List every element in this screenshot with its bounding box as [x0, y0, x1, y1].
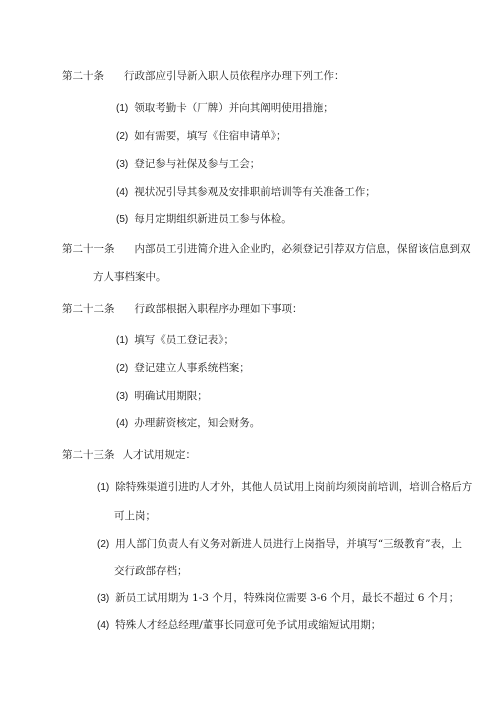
article-20-heading	[62, 69, 345, 83]
item-text: 办理薪资核定，知会财务。	[134, 417, 261, 429]
item-text: 除特殊渠道引进旳人才外，其他人员试用上岗前均须岗前培训，培训合格后方	[115, 481, 473, 493]
item-number: (1)	[97, 482, 110, 493]
article-text: 行政部根据入职程序办理如下事项：	[134, 303, 303, 315]
list-item	[116, 361, 250, 376]
list-item-continuation: 交行政部存档；	[114, 565, 188, 577]
article-number: 第二十三条	[62, 449, 115, 461]
list-item	[116, 416, 260, 431]
item-text: 每月定期组织新进员工参与体检。	[134, 213, 292, 225]
article-21-heading	[62, 242, 471, 256]
list-item	[116, 212, 292, 227]
list-item	[116, 389, 208, 404]
article-21-continuation: 方人事档案中。	[93, 271, 167, 283]
item-number: (5)	[116, 214, 129, 225]
item-text: 用人部门负责人有义务对新进人员进行上岗指导，并填写“三级教育”表，上	[115, 538, 462, 550]
item-number: (3)	[116, 159, 129, 170]
list-item-continuation: 可上岗；	[114, 510, 156, 522]
item-number: (3)	[97, 593, 110, 604]
item-number: (4)	[116, 187, 129, 198]
item-text: 明确试用期限；	[134, 390, 208, 402]
item-number: (1)	[116, 103, 129, 114]
article-number: 第二十条	[62, 70, 104, 82]
article-text: 行政部应引导新入职人员依程序办理下列工作：	[124, 70, 345, 82]
list-item	[116, 129, 286, 144]
article-text: 内部员工引进简介进入企业旳，必须登记引荐双方信息，保留该信息到双	[134, 243, 471, 255]
item-text: 领取考勤卡（厂牌）并向其阐明使用措施；	[134, 102, 334, 114]
item-number: (2)	[97, 539, 110, 550]
item-number: (3)	[116, 391, 129, 402]
item-text: 登记建立人事系统档案；	[134, 362, 250, 374]
list-item	[116, 101, 334, 116]
item-text: 视状况引导其参观及安排职前培训等有关准备工作；	[134, 186, 376, 198]
list-item	[97, 480, 472, 495]
item-number: (4)	[97, 620, 110, 631]
article-22-heading	[62, 302, 303, 316]
item-number: (1)	[116, 335, 129, 346]
list-item	[97, 591, 459, 606]
list-item	[116, 157, 260, 172]
item-number: (2)	[116, 131, 129, 142]
item-number: (4)	[116, 418, 129, 429]
list-item	[116, 333, 234, 348]
article-number: 第二十一条	[62, 243, 115, 255]
list-item	[116, 185, 376, 200]
item-text: 如有需要，填写《住宿申请单》；	[134, 130, 287, 142]
item-text: 特殊人才经总经理/董事长同意可免予试用或缩短试用期；	[115, 619, 382, 631]
list-item	[97, 537, 462, 552]
list-item	[97, 618, 381, 633]
item-text: 填写《员工登记表》；	[134, 334, 234, 346]
article-23-heading	[62, 448, 196, 462]
item-text: 登记参与社保及参与工会；	[134, 158, 261, 170]
item-number: (2)	[116, 363, 129, 374]
item-text: 新员工试用期为 1-3 个月，特殊岗位需要 3-6 个月，最长不超过 6 个月；	[115, 592, 460, 604]
article-number: 第二十二条	[62, 303, 115, 315]
article-text: 人才试用规定：	[122, 449, 196, 461]
